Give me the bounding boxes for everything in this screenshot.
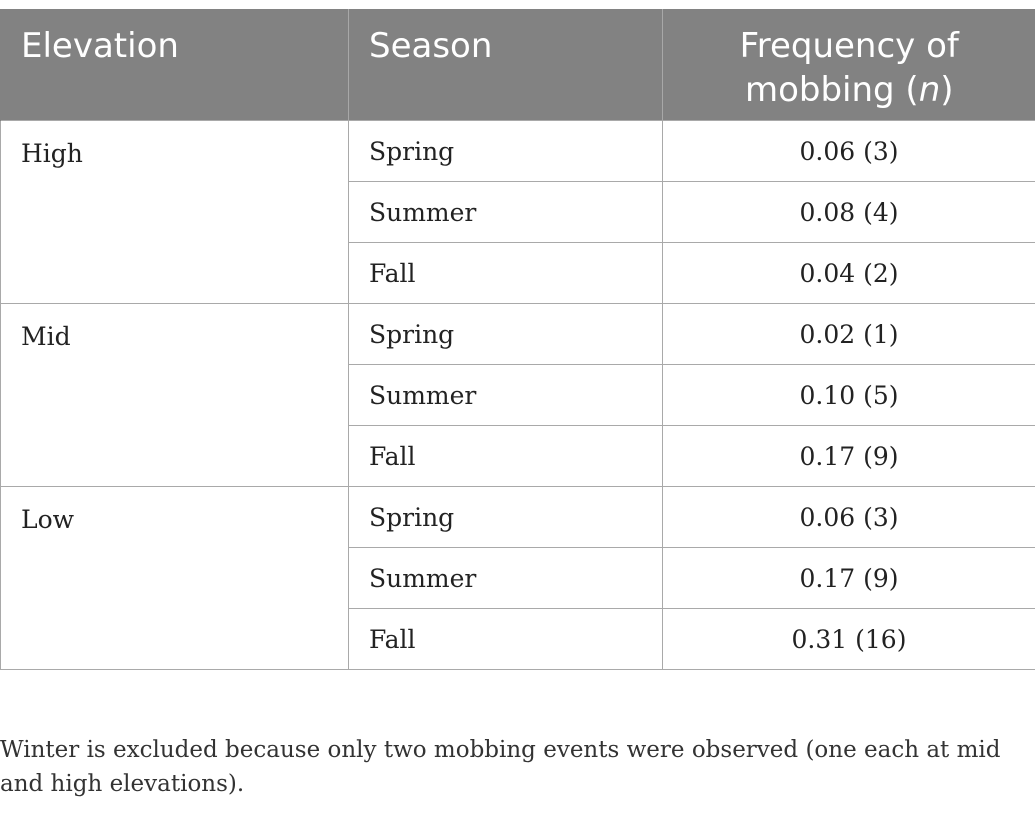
season-cell: Summer — [349, 182, 663, 243]
header-frequency-prefix: Frequency of mobbing ( — [739, 26, 959, 110]
frequency-cell: 0.02 (1) — [663, 304, 1035, 365]
season-cell: Fall — [349, 243, 663, 304]
table-header — [1, 9, 1035, 121]
elevation-cell-mid: Mid — [1, 304, 349, 487]
frequency-cell: 0.06 (3) — [663, 121, 1035, 182]
season-cell: Spring — [349, 304, 663, 365]
season-cell: Spring — [349, 487, 663, 548]
table-row — [1, 121, 1035, 182]
season-cell: Spring — [349, 121, 663, 182]
table-row — [1, 304, 1035, 365]
header-elevation: Elevation — [1, 9, 349, 121]
frequency-cell: 0.17 (9) — [663, 426, 1035, 487]
frequency-cell: 0.06 (3) — [663, 487, 1035, 548]
header-frequency-suffix: ) — [940, 70, 954, 110]
header-row — [1, 9, 1035, 121]
table-footnote: Winter is excluded because only two mobbing events were observed (one each at mid and high elevations). — [0, 737, 1001, 797]
table-body — [1, 121, 1035, 670]
elevation-cell-low: Low — [1, 487, 349, 670]
frequency-cell: 0.08 (4) — [663, 182, 1035, 243]
frequency-cell: 0.04 (2) — [663, 243, 1035, 304]
mobbing-frequency-table-container — [0, 9, 1035, 670]
frequency-cell: 0.10 (5) — [663, 365, 1035, 426]
season-cell: Summer — [349, 548, 663, 609]
season-cell: Fall — [349, 609, 663, 670]
table-row — [1, 487, 1035, 548]
mobbing-frequency-table — [0, 9, 1035, 670]
frequency-cell: 0.17 (9) — [663, 548, 1035, 609]
frequency-cell: 0.31 (16) — [663, 609, 1035, 670]
season-cell: Fall — [349, 426, 663, 487]
elevation-cell-high: High — [1, 121, 349, 304]
header-frequency-n: n — [918, 70, 941, 110]
header-frequency — [663, 9, 1035, 121]
season-cell: Summer — [349, 365, 663, 426]
header-season: Season — [349, 9, 663, 121]
